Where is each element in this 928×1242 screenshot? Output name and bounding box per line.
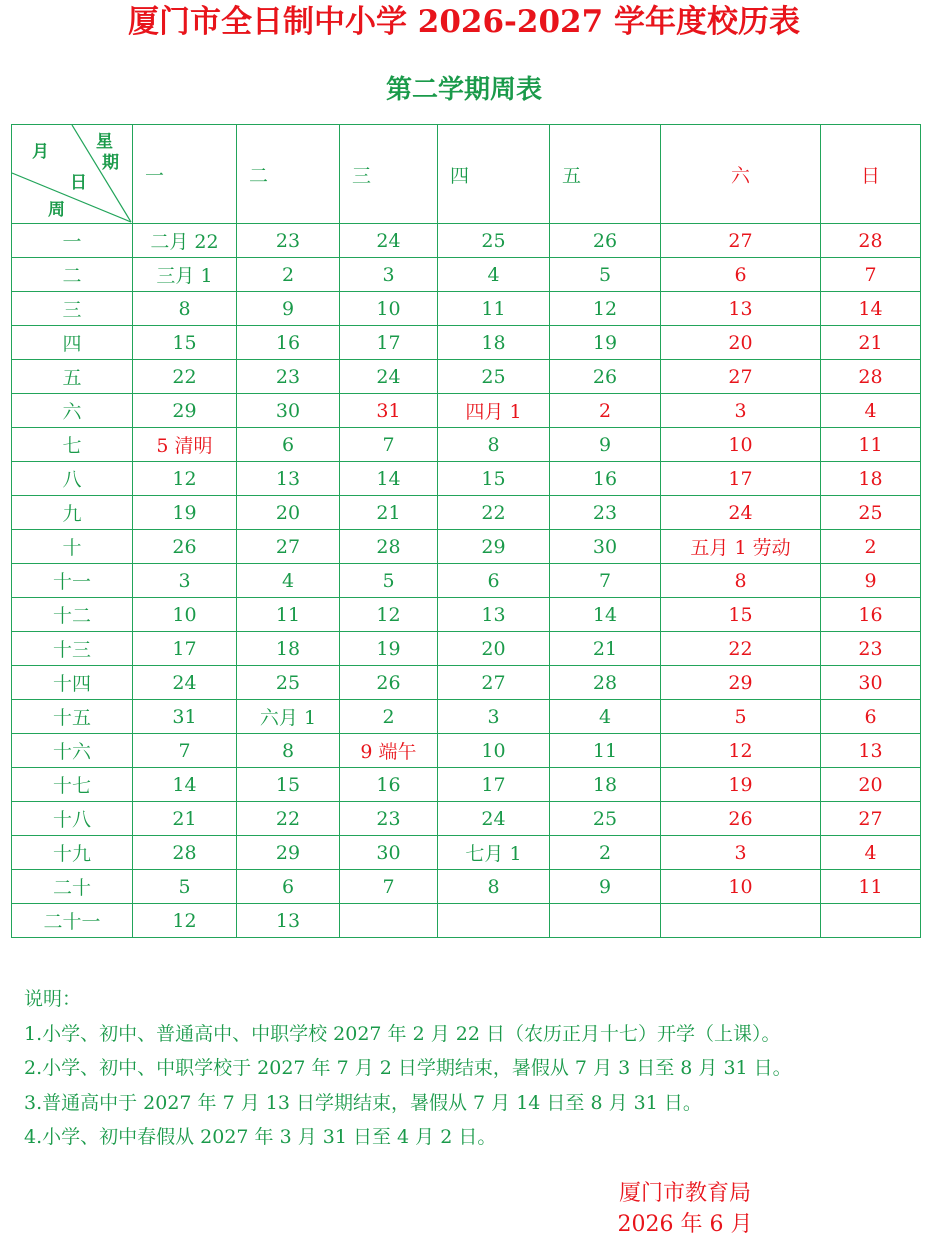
date-cell: 10 [661, 428, 821, 462]
date-cell: 8 [237, 734, 340, 768]
date-cell: 31 [340, 394, 438, 428]
table-row [12, 802, 921, 836]
date-cell: 8 [438, 428, 550, 462]
date-cell: 5 [661, 700, 821, 734]
date-cell: 4 [821, 836, 921, 870]
table-row [12, 292, 921, 326]
page-title: 厦门市全日制中小学 2026-2027 学年度校历表 [127, 4, 800, 40]
note-item: 1.小学、初中、普通高中、中职学校 2027 年 2 月 22 日（农历正月十七）开学（上课）。 [24, 1022, 781, 1045]
page-subtitle: 第二学期周表 [385, 75, 542, 105]
week-label: 三 [12, 292, 133, 326]
date-cell: 8 [438, 870, 550, 904]
date-cell: 7 [340, 428, 438, 462]
corner-label-period: 期 [102, 153, 119, 173]
table-row [12, 258, 921, 292]
date-cell: 10 [340, 292, 438, 326]
date-cell: 26 [133, 530, 237, 564]
date-cell: 7 [340, 870, 438, 904]
date-cell: 20 [237, 496, 340, 530]
calendar-table [11, 124, 921, 938]
date-cell: 23 [237, 360, 340, 394]
date-cell: 22 [133, 360, 237, 394]
corner-label-week: 周 [48, 200, 65, 220]
date-cell: 29 [133, 394, 237, 428]
date-cell: 28 [133, 836, 237, 870]
day-header-wed: 三 [340, 125, 438, 224]
date-cell: 15 [237, 768, 340, 802]
table-row [12, 598, 921, 632]
date-cell: 5 [340, 564, 438, 598]
week-label: 一 [12, 224, 133, 258]
date-cell: 五月 1 劳动 [661, 530, 821, 564]
date-cell: 2 [237, 258, 340, 292]
date-cell: 7 [821, 258, 921, 292]
date-cell: 2 [340, 700, 438, 734]
date-cell: 17 [340, 326, 438, 360]
date-cell: 30 [237, 394, 340, 428]
date-cell: 17 [438, 768, 550, 802]
table-row [12, 836, 921, 870]
date-cell: 24 [438, 802, 550, 836]
week-label: 八 [12, 462, 133, 496]
date-cell: 30 [821, 666, 921, 700]
date-cell: 18 [550, 768, 661, 802]
date-cell: 19 [661, 768, 821, 802]
date-cell: 31 [133, 700, 237, 734]
date-cell: 21 [550, 632, 661, 666]
date-cell: 10 [661, 870, 821, 904]
date-cell [550, 904, 661, 938]
date-cell: 30 [340, 836, 438, 870]
table-row [12, 700, 921, 734]
date-cell: 11 [550, 734, 661, 768]
table-row [12, 904, 921, 938]
date-cell: 4 [438, 258, 550, 292]
date-cell: 23 [237, 224, 340, 258]
date-cell: 13 [821, 734, 921, 768]
week-label: 十四 [12, 666, 133, 700]
week-label: 十五 [12, 700, 133, 734]
table-row [12, 394, 921, 428]
date-cell: 19 [340, 632, 438, 666]
corner-label-day: 日 [70, 173, 87, 193]
day-header-mon: 一 [133, 125, 237, 224]
date-cell: 19 [550, 326, 661, 360]
date-cell: 25 [821, 496, 921, 530]
date-cell: 9 [821, 564, 921, 598]
date-cell: 18 [438, 326, 550, 360]
note-item: 4.小学、初中春假从 2027 年 3 月 31 日至 4 月 2 日。 [24, 1126, 497, 1148]
date-cell: 3 [133, 564, 237, 598]
date-cell: 27 [661, 360, 821, 394]
date-cell: 12 [550, 292, 661, 326]
date-cell [438, 904, 550, 938]
date-cell: 12 [661, 734, 821, 768]
week-label: 十六 [12, 734, 133, 768]
week-label: 十二 [12, 598, 133, 632]
week-label: 七 [12, 428, 133, 462]
date-cell: 5 [133, 870, 237, 904]
week-label: 十三 [12, 632, 133, 666]
date-cell: 4 [237, 564, 340, 598]
week-label: 九 [12, 496, 133, 530]
signature-block [560, 1178, 810, 1240]
date-cell: 9 [550, 870, 661, 904]
date-cell: 18 [237, 632, 340, 666]
date-cell: 26 [550, 360, 661, 394]
date-cell: 21 [133, 802, 237, 836]
date-cell: 26 [550, 224, 661, 258]
table-row [12, 666, 921, 700]
table-row [12, 428, 921, 462]
date-cell: 6 [821, 700, 921, 734]
date-cell: 2 [550, 394, 661, 428]
date-cell: 14 [550, 598, 661, 632]
date-cell: 19 [133, 496, 237, 530]
date-cell: 28 [821, 360, 921, 394]
date-cell: 11 [821, 870, 921, 904]
date-cell: 29 [661, 666, 821, 700]
week-label: 十七 [12, 768, 133, 802]
table-row [12, 870, 921, 904]
date-cell: 23 [340, 802, 438, 836]
date-cell: 23 [821, 632, 921, 666]
day-header-fri: 五 [550, 125, 661, 224]
date-cell: 2 [550, 836, 661, 870]
date-cell: 6 [237, 870, 340, 904]
notes-heading: 说明： [24, 988, 82, 1010]
date-cell: 21 [821, 326, 921, 360]
date-cell: 3 [340, 258, 438, 292]
date-cell: 12 [340, 598, 438, 632]
date-cell: 15 [661, 598, 821, 632]
date-cell: 13 [438, 598, 550, 632]
day-header-tue: 二 [237, 125, 340, 224]
date-cell [821, 904, 921, 938]
date-cell: 二月 22 [133, 224, 237, 258]
date-cell: 20 [821, 768, 921, 802]
date-cell: 4 [821, 394, 921, 428]
date-cell: 16 [550, 462, 661, 496]
date-cell: 28 [340, 530, 438, 564]
date-cell: 9 [550, 428, 661, 462]
date-cell: 12 [133, 904, 237, 938]
date-cell [340, 904, 438, 938]
date-cell: 28 [550, 666, 661, 700]
date-cell: 5 [550, 258, 661, 292]
date-cell: 25 [438, 224, 550, 258]
note-item: 3.普通高中于 2027 年 7 月 13 日学期结束，暑假从 7 月 14 日至 8 月 31 日。 [24, 1091, 702, 1114]
date-cell: 25 [550, 802, 661, 836]
week-label: 十一 [12, 564, 133, 598]
table-row [12, 360, 921, 394]
date-cell: 三月 1 [133, 258, 237, 292]
date-cell: 11 [438, 292, 550, 326]
date-cell: 29 [237, 836, 340, 870]
table-row [12, 530, 921, 564]
date-cell: 13 [237, 904, 340, 938]
day-header-thu: 四 [438, 125, 550, 224]
date-cell: 4 [550, 700, 661, 734]
date-cell: 7 [133, 734, 237, 768]
date-cell: 24 [661, 496, 821, 530]
date-cell: 2 [821, 530, 921, 564]
date-cell: 6 [661, 258, 821, 292]
date-cell: 22 [438, 496, 550, 530]
date-cell: 20 [438, 632, 550, 666]
corner-label-month: 月 [32, 142, 49, 162]
date-cell: 16 [821, 598, 921, 632]
notes-section [24, 982, 904, 1155]
date-cell: 8 [133, 292, 237, 326]
corner-label-star: 星 [96, 132, 113, 152]
date-cell: 27 [661, 224, 821, 258]
table-row [12, 224, 921, 258]
date-cell: 28 [821, 224, 921, 258]
day-header-sat: 六 [661, 125, 821, 224]
corner-cell [12, 125, 133, 224]
date-cell: 25 [237, 666, 340, 700]
signature-org: 厦门市教育局 [618, 1181, 751, 1206]
table-row [12, 496, 921, 530]
week-label: 十九 [12, 836, 133, 870]
date-cell: 25 [438, 360, 550, 394]
date-cell: 10 [438, 734, 550, 768]
table-row [12, 564, 921, 598]
date-cell: 12 [133, 462, 237, 496]
day-header-sun: 日 [821, 125, 921, 224]
date-cell: 15 [438, 462, 550, 496]
date-cell [661, 904, 821, 938]
date-cell: 11 [821, 428, 921, 462]
date-cell: 30 [550, 530, 661, 564]
date-cell: 3 [661, 836, 821, 870]
date-cell: 15 [133, 326, 237, 360]
week-label: 二 [12, 258, 133, 292]
week-label: 十八 [12, 802, 133, 836]
date-cell: 13 [661, 292, 821, 326]
table-row [12, 768, 921, 802]
header-row [12, 125, 921, 224]
date-cell: 29 [438, 530, 550, 564]
date-cell: 27 [821, 802, 921, 836]
table-row [12, 326, 921, 360]
date-cell: 6 [237, 428, 340, 462]
week-label: 四 [12, 326, 133, 360]
date-cell: 14 [340, 462, 438, 496]
table-row [12, 734, 921, 768]
date-cell: 9 端午 [340, 734, 438, 768]
date-cell: 5 清明 [133, 428, 237, 462]
date-cell: 17 [661, 462, 821, 496]
date-cell: 11 [237, 598, 340, 632]
date-cell: 16 [340, 768, 438, 802]
week-label: 六 [12, 394, 133, 428]
date-cell: 22 [237, 802, 340, 836]
date-cell: 3 [438, 700, 550, 734]
date-cell: 24 [340, 224, 438, 258]
table-row [12, 632, 921, 666]
date-cell: 23 [550, 496, 661, 530]
date-cell: 27 [237, 530, 340, 564]
date-cell: 20 [661, 326, 821, 360]
date-cell: 18 [821, 462, 921, 496]
date-cell: 13 [237, 462, 340, 496]
week-label: 五 [12, 360, 133, 394]
table-row [12, 462, 921, 496]
date-cell: 24 [340, 360, 438, 394]
signature-date: 2026 年 6 月 [617, 1212, 753, 1237]
date-cell: 17 [133, 632, 237, 666]
date-cell: 21 [340, 496, 438, 530]
date-cell: 24 [133, 666, 237, 700]
date-cell: 6 [438, 564, 550, 598]
date-cell: 四月 1 [438, 394, 550, 428]
date-cell: 七月 1 [438, 836, 550, 870]
date-cell: 3 [661, 394, 821, 428]
date-cell: 9 [237, 292, 340, 326]
date-cell: 7 [550, 564, 661, 598]
date-cell: 26 [661, 802, 821, 836]
date-cell: 六月 1 [237, 700, 340, 734]
date-cell: 16 [237, 326, 340, 360]
date-cell: 14 [133, 768, 237, 802]
date-cell: 27 [438, 666, 550, 700]
week-label: 二十 [12, 870, 133, 904]
date-cell: 26 [340, 666, 438, 700]
date-cell: 14 [821, 292, 921, 326]
week-label: 十 [12, 530, 133, 564]
week-label: 二十一 [12, 904, 133, 938]
date-cell: 22 [661, 632, 821, 666]
date-cell: 8 [661, 564, 821, 598]
date-cell: 10 [133, 598, 237, 632]
note-item: 2.小学、初中、中职学校于 2027 年 7 月 2 日学期结束，暑假从 7 月 3 日至 8 月 31 日。 [24, 1057, 792, 1079]
